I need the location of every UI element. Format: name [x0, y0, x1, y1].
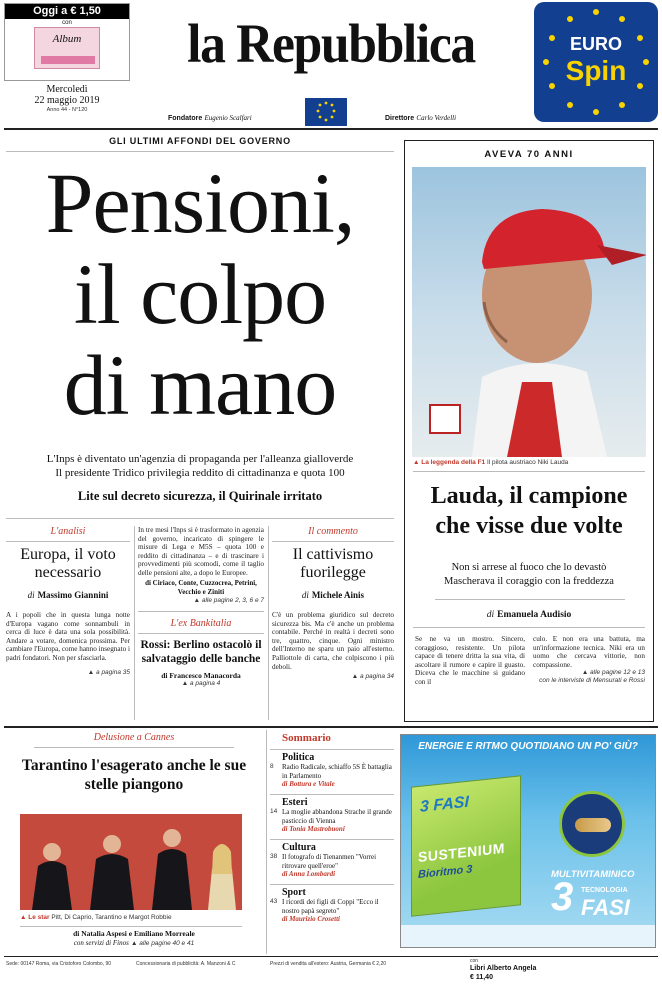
lead-kicker: GLI ULTIMI AFFONDI DEL GOVERNO: [109, 136, 291, 146]
summary-section[interactable]: [270, 794, 394, 834]
cannes-services-line: con servizi di Finos ▲ alle pagine 40 e 41: [73, 939, 195, 947]
headline-line: Pensioni,: [45, 155, 355, 251]
summary-page: 14: [270, 808, 278, 815]
analysis-tag: L'analisi: [50, 526, 86, 537]
lead-sub-bold: Lite sul decreto sicurezza, il Quirinale irritato: [77, 489, 323, 503]
divider: [413, 471, 645, 472]
divider: [272, 541, 394, 542]
edition-weekday: Mercoledì: [46, 84, 88, 95]
divider: [138, 611, 264, 612]
analysis-column[interactable]: [6, 526, 130, 677]
lauda-headline: Lauda, il campione che visse due volte: [430, 483, 628, 539]
ad-tech-label: TECNOLOGIA: [581, 887, 628, 894]
comment-text: C'è un problema giuridico sul decreto sicurezza bis. Ma c'è anche un problema contabile. Perché in realtà i decreti sono tre, quattro, cinque. Ogni ministro dell'Interno ne sparu un paio all'esterno. Palliottole di carta, che colpiscono i più deboli.: [272, 611, 394, 671]
col-divider: [268, 526, 269, 720]
divider: [138, 633, 264, 634]
ad-tech-word: FASI: [581, 895, 630, 920]
summary-authors: di Tonia Mastrobuoni: [282, 825, 345, 833]
middle-column[interactable]: [138, 526, 264, 688]
bankitalia-title: Rossi: Berlino ostacolò il salvataggio delle banche: [140, 638, 262, 665]
lead-subtitle: L'Inps è diventato un'agenzia di propaganda per l'alleanza gialloverde: [46, 453, 354, 465]
edition-issue: Anno 44 - N°120: [46, 107, 88, 113]
summary[interactable]: [270, 732, 394, 924]
divider: [270, 839, 394, 840]
summary-text: La moglie abbandona Strache il grande pasticcio di Vienna: [282, 808, 392, 825]
comment-byline: di Michele Ainis: [301, 590, 365, 600]
divider: [34, 747, 234, 748]
summary-page: 38: [270, 853, 278, 860]
footer-rule: [4, 956, 658, 957]
eu-flag-icon: [305, 98, 347, 126]
lauda-text-left: Se ne va un mostro. Sincero, coraggioso, resistente. Un pilota capace di tenere dritta la sua vita, di ascoltare il rumore e capire il guasto. Diceva che le macchine si guidano con il: [415, 635, 525, 686]
lauda-photo: [412, 167, 646, 457]
bankitalia-tag: L'ex Bankitalia: [170, 617, 232, 629]
footer-col3: Prezzi di vendita all'estero: Austria, Germania € 2,20: [270, 961, 387, 967]
summary-page: 8: [270, 763, 274, 770]
comment-ref[interactable]: ▲ a pagina 34: [351, 673, 394, 681]
summary-section[interactable]: [270, 884, 394, 924]
cannes-article[interactable]: [6, 732, 262, 794]
analysis-text: A i popoli che in questa lunga notte d'Europa vagano come sonnambuli in cerca di luce è data una sola possibilità. Andare a votare, domenica prossima. Per cambiare l'Europa, come hanno insegnato i padri fondatori. Non per sfasciarla.: [6, 611, 130, 662]
headline-line: il colpo: [73, 246, 327, 342]
lauda-subtitle: Mascherava il coraggio con la freddezza: [444, 576, 614, 587]
lead-headline[interactable]: [4, 155, 396, 433]
masthead-rule: [4, 128, 658, 130]
ad-product-name: SUSTENIUM: [418, 839, 505, 866]
cannes-photo: [20, 814, 242, 910]
promo-price: Oggi a € 1,50: [5, 4, 129, 19]
lauda-subtitle: Non si arrese al fuoco che lo devastò: [451, 562, 607, 573]
footer-col1: Sede: 00147 Roma, via Cristoforo Colombo, 90: [6, 961, 112, 967]
album-cover: [34, 27, 100, 69]
summary-section-name: Sport: [282, 887, 306, 898]
ad-tagline: ENERGIE E RITMO QUOTIDIANO UN PO' GIÙ?: [418, 741, 638, 752]
eurospin-bottom: Spin: [565, 55, 627, 86]
divider: [435, 599, 625, 600]
lauda-kicker: AVEVA 70 ANNI: [484, 149, 574, 160]
sustenium-ad[interactable]: [400, 734, 656, 948]
bankitalia-author: di Francesco Manacorda: [161, 670, 241, 680]
analysis-title: Europa, il voto necessario: [20, 546, 116, 581]
divider: [6, 541, 130, 542]
summary-text: Il fotografo di Tienanmen "Vorrei ritrovare quell'eroe": [282, 853, 377, 870]
col-divider: [134, 526, 135, 720]
comment-column[interactable]: [272, 526, 394, 681]
headline-line: di mano: [63, 337, 337, 433]
cannes-caption: ▲ Le star Pitt, Di Caprio, Tarantino e Margot Robbie: [20, 914, 172, 921]
ad-footer-band: [401, 925, 655, 947]
divider: [6, 518, 394, 519]
newspaper-title: la Repubblica: [187, 13, 475, 74]
section-rule: [4, 726, 658, 728]
bankitalia-ref[interactable]: ▲ a pagina 4: [181, 679, 221, 687]
ad-phases: 3 FASI: [420, 793, 469, 816]
summary-text: I ricordi dei figli di Coppi "Ecco il nostro papà segreto": [282, 898, 379, 915]
summary-text: Radio Radicale, schiaffo 5S È battaglia in Parlamento: [282, 763, 392, 780]
edition-date: 22 maggio 2019: [34, 95, 100, 106]
director-line: Direttore Carlo Verdelli: [385, 114, 457, 122]
cannes-authors: di Natalia Aspesi e Emiliano Morreale: [73, 929, 195, 938]
summary-section-name: Cultura: [282, 842, 316, 853]
summary-section-name: Esteri: [282, 797, 308, 808]
promo-with: con: [62, 20, 72, 26]
divider: [270, 794, 394, 795]
divider: [270, 884, 394, 885]
summary-authors: di Anna Lombardi: [282, 870, 336, 878]
summary-authors: di Maurizio Crosetti: [282, 915, 340, 923]
ad-pill-icon: [559, 791, 625, 857]
divider: [20, 926, 242, 927]
ad-product-box: [411, 775, 521, 917]
divider: [413, 627, 645, 628]
lauda-box[interactable]: [404, 140, 654, 722]
lauda-caption: ▲ La leggenda della F1 Il pilota austriaco Niki Lauda: [413, 459, 569, 466]
eurospin-top: EURO: [569, 34, 622, 54]
comment-tag: Il commento: [308, 526, 358, 537]
footer-col2: Concessionaria di pubblicità: A. Manzoni & C: [136, 961, 236, 967]
divider: [270, 749, 394, 750]
lauda-interviews: con le interviste di Mensurati e Rossi: [539, 677, 645, 685]
lauda-text-right: culo. E non era una battuta, ma un'informazione tecnica. Niki era un uomo che cercava vittorie, non compassione.: [533, 635, 645, 669]
middle-authors: di Ciriaco, Conte, Cuzzocrea, Petrini, Vecchio e Ziniti: [145, 578, 257, 596]
lead-subtitle: Il presidente Tridico privilegia reddito di cittadinanza e quota 100: [55, 467, 345, 479]
analysis-ref[interactable]: ▲ a pagina 35: [87, 668, 130, 676]
ad-product-sub: Bioritmo 3: [418, 863, 473, 882]
cannes-tag: Delusione a Cannes: [93, 732, 175, 743]
middle-pages[interactable]: ▲ alle pagine 2, 3, 6 e 7: [193, 596, 264, 604]
middle-intro: In tre mesi l'Inps si è trasformato in agenzia del governo, incaricato di spingere le misure di Lega e M5S – quota 100 e reddito di cittadinanza – e di trascinare i provvedimenti più scomodi, come il taglio delle pensioni alte, a dopo le Europee.: [138, 526, 264, 577]
comment-title: Il cattivismo fuorilegge: [292, 546, 374, 581]
album-stripe: [41, 56, 95, 64]
summary-authors: di Bottura e Vitale: [282, 780, 335, 788]
summary-title: Sommario: [282, 732, 331, 744]
lauda-pages[interactable]: ▲ alle pagine 12 e 13: [581, 669, 645, 677]
summary-section[interactable]: [270, 839, 394, 879]
eurospin-logo[interactable]: [534, 2, 658, 122]
summary-page: 43: [270, 898, 278, 905]
analysis-byline: di Massimo Giannini: [27, 590, 109, 600]
summary-section-name: Politica: [282, 752, 315, 763]
ad-multivit: MULTIVITAMINICO: [551, 869, 635, 880]
lauda-byline: di Emanuela Audisio: [486, 610, 572, 620]
summary-section[interactable]: [270, 749, 394, 789]
album-title: Album: [52, 33, 82, 45]
ad-tech-num: 3: [551, 875, 574, 919]
founder-line: Fondatore Eugenio Scalfari: [168, 114, 252, 122]
footer-col4: con Libri Alberto Angela € 11,40: [470, 958, 537, 981]
kicker-rule: [6, 151, 394, 152]
promo-box[interactable]: [4, 3, 130, 81]
cannes-headline: Tarantino l'esagerato anche le sue stelle piangono: [21, 757, 247, 793]
col-divider: [266, 730, 267, 954]
